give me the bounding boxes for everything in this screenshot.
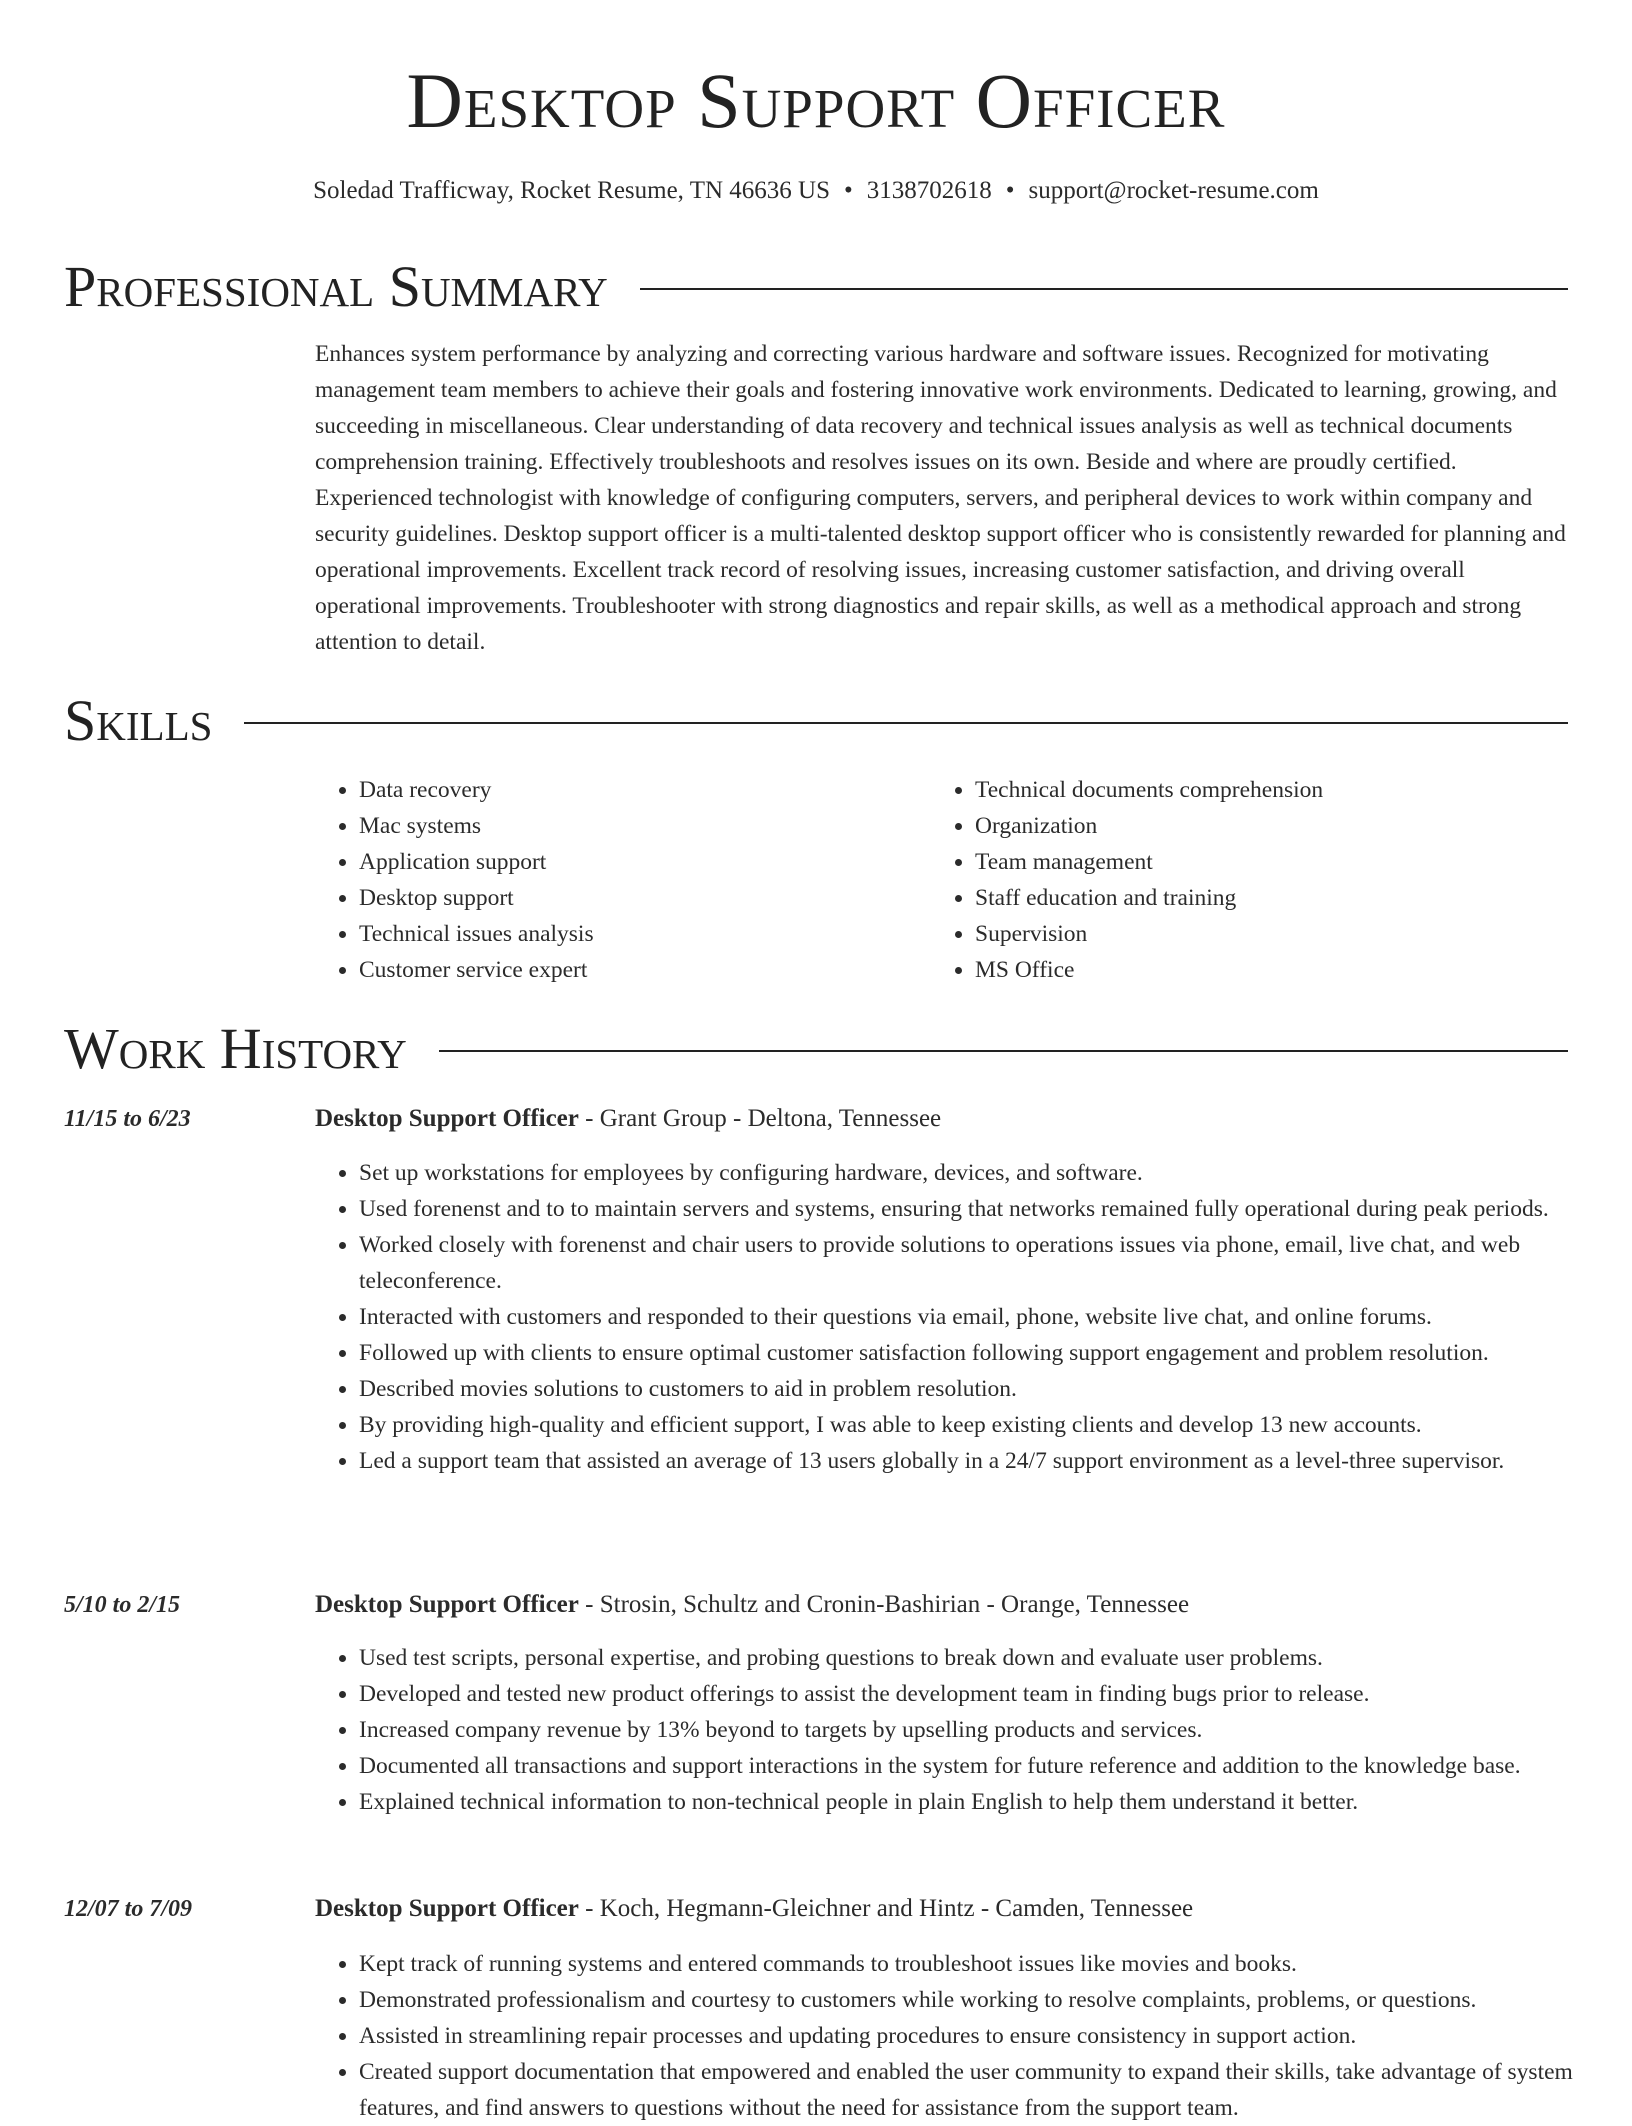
skill-item: • Supervision <box>975 916 1571 952</box>
job-heading <box>315 1101 1575 1137</box>
job-bullet: • Used test scripts, personal expertise, and probing questions to break down and evaluate user problems. <box>359 1640 1575 1676</box>
job-bullet: • Used forenenst and to to maintain servers and systems, ensuring that networks remained fully operational during peak periods. <box>359 1191 1575 1227</box>
job-bullet: • By providing high-quality and efficient support, I was able to keep existing clients and develop 13 new accounts. <box>359 1407 1575 1443</box>
job-dates: 5/10 to 2/15 <box>64 1592 181 1618</box>
job-dates: 12/07 to 7/09 <box>64 1896 193 1922</box>
job-position: Desktop Support Officer <box>315 1895 579 1922</box>
skill-item: • Team management <box>975 844 1571 880</box>
skills-heading <box>64 688 1568 753</box>
job-employer: - Strosin, Schultz and Cronin-Bashirian - Orange, Tennessee <box>578 1591 1190 1618</box>
job-bullet: • Kept track of running systems and entered commands to troubleshoot issues like movies and books. <box>359 1946 1575 1982</box>
job-bullet: • Demonstrated professionalism and courtesy to customers while working to resolve complaints, problems, or questions. <box>359 1982 1575 2018</box>
job-bullet: • Created support documentation that empowered and enabled the user community to expand their skills, take advantage of system features, and find answers to questions without the need for assistance from the support team. <box>359 2054 1575 2126</box>
skill-item: • Technical documents comprehension <box>975 772 1571 808</box>
job-bullet: • Described movies solutions to customers to aid in problem resolution. <box>359 1371 1575 1407</box>
job-employer: - Grant Group - Deltona, Tennessee <box>578 1105 942 1132</box>
resume-name: Desktop Support Officer <box>406 57 1226 144</box>
job-bullet: • Documented all transactions and support interactions in the system for future reference and addition to the knowledge base. <box>359 1748 1575 1784</box>
job-position: Desktop Support Officer <box>315 1105 579 1132</box>
skill-item: • MS Office <box>975 952 1571 988</box>
skill-item: • Application support <box>359 844 915 880</box>
job-bullet: • Interacted with customers and responded to their questions via email, phone, website live chat, and online forums. <box>359 1299 1575 1335</box>
job-bullet: • Led a support team that assisted an average of 13 users globally in a 24/7 support environment as a level-three supervisor. <box>359 1443 1575 1479</box>
skills-list-right <box>931 772 1571 988</box>
job-bullets <box>315 1640 1575 1820</box>
contact-line <box>0 176 1632 206</box>
skill-item: • Mac systems <box>359 808 915 844</box>
skill-item: • Data recovery <box>359 772 915 808</box>
skill-item: • Customer service expert <box>359 952 915 988</box>
summary-text: Enhances system performance by analyzing and correcting various hardware and software issues. Recognized for motivating management team members to achieve their goals and fostering innovative work environments. Dedicated to learning, growing, and succeeding in miscellaneous. Clear understanding of data recovery and technical issues analysis as well as technical documents comprehension training. Effectively troubleshoots and resolves issues on its own. Beside and where are proudly certified. Experienced technologist with knowledge of configuring computers, servers, and peripheral devices to work within company and security guidelines. Desktop support officer is a multi-talented desktop support officer who is consistently rewarded for planning and operational improvements. Excellent track record of resolving issues, increasing customer satisfaction, and driving overall operational improvements. Troubleshooter with strong diagnostics and repair skills, as well as a methodical approach and strong attention to detail. <box>315 341 1566 655</box>
skills-list-left <box>315 772 915 988</box>
skills-divider <box>244 722 1568 724</box>
job-bullet: • Worked closely with forenenst and chair users to provide solutions to operations issues via phone, email, live chat, and web teleconference. <box>359 1227 1575 1299</box>
job-position: Desktop Support Officer <box>315 1591 579 1618</box>
summary-divider <box>640 288 1568 290</box>
work-title: Work History <box>64 1016 407 1081</box>
contact-separator: • <box>1005 177 1015 204</box>
contact-address: Soledad Trafficway, Rocket Resume, TN 46636 US <box>313 177 831 204</box>
summary-title: Professional Summary <box>64 254 608 319</box>
contact-phone[interactable]: 3138702618 <box>866 177 992 204</box>
job-bullet: • Explained technical information to non-technical people in plain English to help them understand it better. <box>359 1784 1575 1820</box>
job-bullets <box>315 1946 1575 2126</box>
contact-email[interactable]: support@rocket-resume.com <box>1028 177 1319 204</box>
job-employer: - Koch, Hegmann-Gleichner and Hintz - Camden, Tennessee <box>578 1895 1194 1922</box>
job-dates: 11/15 to 6/23 <box>64 1106 191 1132</box>
summary-heading <box>64 254 1568 319</box>
contact-separator: • <box>844 177 853 204</box>
work-heading <box>64 1016 1568 1081</box>
job-heading <box>315 1891 1575 1927</box>
skill-item: • Staff education and training <box>975 880 1571 916</box>
skill-item: • Desktop support <box>359 880 915 916</box>
job-heading <box>315 1587 1575 1623</box>
work-divider <box>439 1050 1568 1052</box>
job-bullets <box>315 1155 1575 1479</box>
skill-item: • Technical issues analysis <box>359 916 915 952</box>
skills-title: Skills <box>64 688 213 753</box>
job-bullet: • Followed up with clients to ensure optimal customer satisfaction following support engagement and problem resolution. <box>359 1335 1575 1371</box>
job-bullet: • Increased company revenue by 13% beyond to targets by upselling products and services. <box>359 1712 1575 1748</box>
job-bullet: • Developed and tested new product offerings to assist the development team in finding bugs prior to release. <box>359 1676 1575 1712</box>
job-bullet: • Assisted in streamlining repair processes and updating procedures to ensure consistency in support action. <box>359 2018 1575 2054</box>
skill-item: • Organization <box>975 808 1571 844</box>
job-bullet: • Set up workstations for employees by configuring hardware, devices, and software. <box>359 1155 1575 1191</box>
